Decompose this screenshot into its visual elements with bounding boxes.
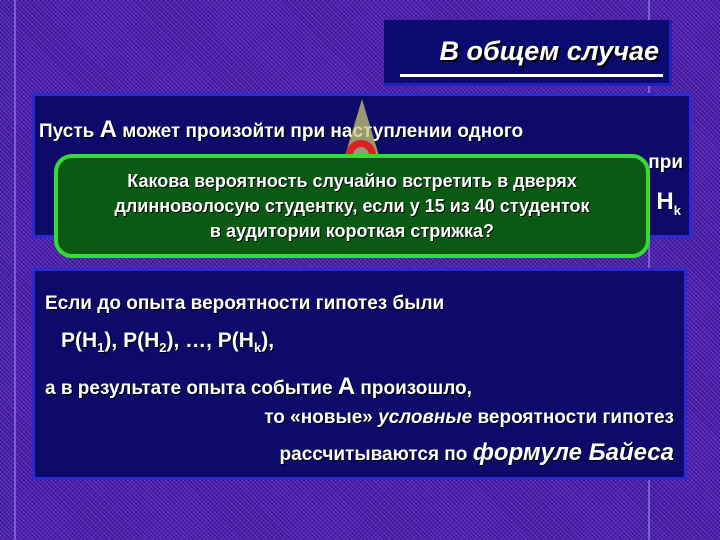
prob-sub-1: 1 <box>97 340 105 356</box>
prob-part-4: ), <box>261 329 275 352</box>
intro-h: H <box>656 188 674 215</box>
line4-pre: то «новые» <box>264 407 373 428</box>
intro-k-subscript: k <box>673 202 681 218</box>
bayes-line-1: Если до опыта вероятности гипотез были <box>45 293 445 314</box>
intro-fragment-pri: при <box>648 152 683 173</box>
bayes-line-3 <box>45 373 472 401</box>
intro-line <box>39 116 523 144</box>
question-popup[interactable] <box>54 154 650 258</box>
bayes-line-4 <box>264 407 674 429</box>
intro-event-a: А <box>99 116 117 143</box>
bayes-formula-link: формуле Байеса <box>472 439 674 466</box>
line3-pre: а в результате опыта событие <box>45 378 333 399</box>
line4-italic: условные <box>378 407 473 428</box>
decorative-vertical-line-left <box>14 0 16 540</box>
line3-post: произошло, <box>360 378 472 399</box>
title-underline <box>400 74 663 77</box>
line5-pre: рассчитываются по <box>279 444 468 465</box>
prob-sub-2: 2 <box>159 340 167 356</box>
intro-fragment-hk <box>656 188 681 218</box>
prob-part-1: P(H <box>61 329 98 352</box>
bayes-line-5 <box>280 439 674 467</box>
slide-title: В общем случае <box>439 36 659 66</box>
bayes-panel <box>32 268 687 480</box>
title-panel <box>384 20 672 86</box>
prob-part-2: ), P(H <box>104 329 160 352</box>
intro-pust: Пусть <box>39 121 95 142</box>
line3-event-a: А <box>337 373 356 400</box>
prob-part-3: ), …, P(H <box>166 329 254 352</box>
intro-rest: может произойти при наступлении одного <box>122 121 524 142</box>
line4-post: вероятности гипотез <box>477 407 674 428</box>
popup-question-text: Какова вероятность случайно встретить в дверях длинноволосую студентку, если у 15 из 40 студенток в аудитории короткая стрижка? <box>114 170 590 241</box>
prob-sub-k: k <box>253 340 262 356</box>
bayes-line-2 <box>61 329 274 355</box>
